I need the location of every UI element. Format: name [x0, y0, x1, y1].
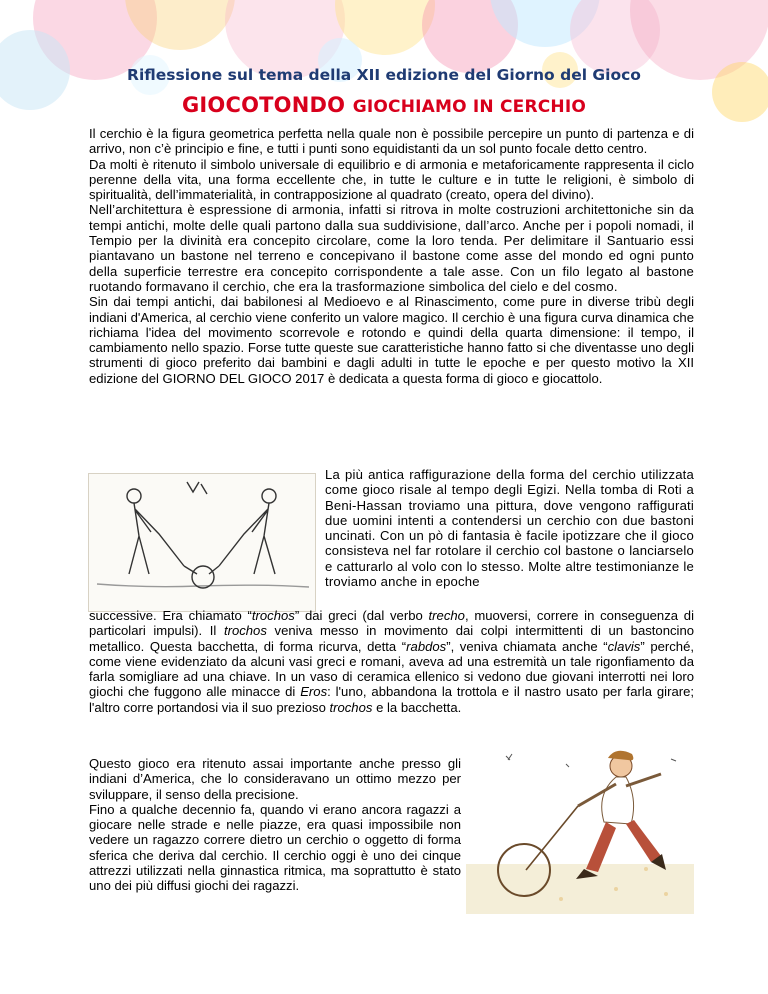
modern-text-block	[89, 756, 461, 894]
title-sub: GIOCHIAMO IN CERCHIO	[352, 97, 587, 117]
greek-text-block	[89, 608, 694, 715]
title-main: GIOCOTONDO	[181, 93, 346, 117]
document-title	[0, 93, 768, 117]
document-subtitle: Riflessione sul tema della XII edizione del Giorno del Gioco	[127, 66, 641, 84]
paragraph-modern-game: Fino a qualche decennio fa, quando vi erano ancora ragazzi a giocare nelle strade e nelle piazze, era quasi impossibile non vedere un ragazzo correre dietro un cerchio o oggetto di forma sferica che deriva dal cerchio. Il cerchio oggi è uno dei cinque attrezzi utilizzati nella ginnastica ritmica, ma soprattutto è stato uno dei più diffusi giochi dei ragazzi.	[89, 801, 461, 894]
paragraph-circle-definition: Il cerchio è la figura geometrica perfetta nella quale non è possibile percepire un punto di partenza e di arrivo, non c’è principio e fine, e tutti i punti sono equidistanti da un sol punto focale detto centro.	[89, 126, 694, 157]
paragraph-trochos: successive. Era chiamato “trochos” dai greci (dal verbo trecho, muoversi, correre in conseguenza di particolari impulsi). Il trochos veniva messo in movimento dai colpi intermittenti di un bastoncino metallico. Questa bacchetta, di forma ricurva, detta “rabdos”, veniva chiamata anche “clavis” perché, come viene evidenziato da alcuni vasi greci e romani, aveva ad una estremità un tale rigonfiamento da farla somigliare ad una chiave. In un vaso di ceramica ellenico si vedono due giovani interrotti nei loro giochi che fuggono alle minacce di Eros: l'uno, abbandona la trottola e il nastro usato per farla girare; l'altro corre portandosi via il suo prezioso trochos e la bacchetta.	[89, 608, 695, 715]
paragraph-architecture: Nell’architettura è espressione di armonia, infatti si ritrova in molte costruzioni architettoniche sin da tempi antichi, molte delle quali partono dalla sua suddivisione, dall’arco. Anche per i popoli nomadi, il Tempio per la divinità era concepito circolare, come la loro tenda. Per delimitare il Santuario essi piantavano un bastone nel terreno e concepivano il bastone come asse del mondo ed ogni punto della superficie terrestre era concepito corrispondente a tale asse. Con un filo legato al bastone ruotando formavano il cerchio, che era la trasformazione simbolica del cielo e del cosmo.	[89, 202, 694, 294]
intro-text-block	[89, 126, 694, 386]
egyptian-painting-image	[88, 473, 316, 612]
paragraph-symbolism: Da molti è ritenuto il simbolo universale di equilibrio e di armonia e metaforicamente rappresenta il ciclo perenne della vita, una forma eccellente che, in tutte le culture e in tutte le religioni, è simbolo di spiritualità, dell’immaterialità, in contrapposizione al quadrato (creato, opera del divino).	[89, 156, 694, 203]
paragraph-egyptian-origin: La più antica raffigurazione della forma del cerchio utilizzata come gioco risale al tempo degli Egizi. Nella tomba di Roti a Beni-Hassan troviamo una pittura, dove vengono raffigurati due uomini intenti a contendersi un cerchio con due bastoni uncinati. Con un pò di fantasia è facile ipotizzare che il gioco consisteva nel far rotolare il cerchio col bastone o lanciarselo e catturarlo al volo con lo stesso. Molte altre testimonianze le troviamo anche in epoche	[325, 467, 694, 590]
paragraph-american-indians: Questo gioco era ritenuto assai importante anche presso gli indiani d’America, che lo consideravano un ottimo mezzo per sviluppare, il senso della precisione.	[89, 756, 461, 802]
egyptian-text-block	[325, 467, 694, 589]
boy-with-hoop-image	[466, 744, 694, 914]
paragraph-magic-value: Sin dai tempi antichi, dai babilonesi al Medioevo e al Rinascimento, come pure in diverse tribù degli indiani d'America, al cerchio viene conferito un valore magico. Il cerchio è una figura curva dinamica che richiama l'idea del movimento scorrevole e rotondo e quindi della quarta dimensione: il tempo, il cambiamento nello spazio. Forse tutte queste sue caratteristiche hanno fatto si che diventasse uno degli strumenti di gioco preferito dai bambini e dagli adulti in tutte le epoche e per questo motivo la XII edizione del GIORNO DEL GIOCO 2017 è dedicata a questa forma di gioco e giocattolo.	[89, 294, 694, 386]
